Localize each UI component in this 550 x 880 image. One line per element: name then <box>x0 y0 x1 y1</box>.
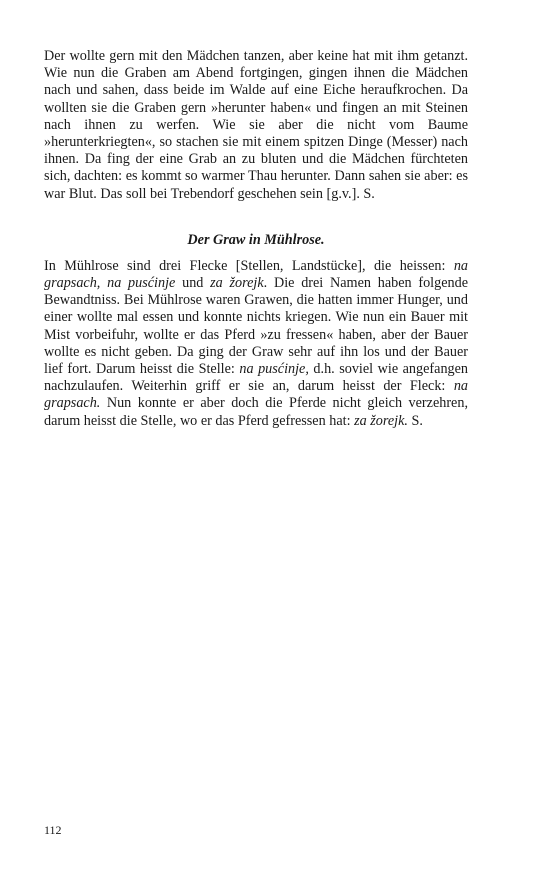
place-name: na grapsach, na pusćinje <box>44 257 468 292</box>
page-number: 112 <box>44 823 62 837</box>
text-run: . Die drei Namen haben folgende Bewandtniss. Bei Mühlrose waren Grawen, die hatten immer Hunger, und einer wollte mal essen und konnte nichts kriegen. Wie nun ein Bauer mit Mist vorbeifuhr, wollte er das Pferd »zu fressen« haben, aber der Bauer wollte es nicht geben. Da ging der Graw sehr auf ihn los und der Bauer lief fort. Darum heisst die Stelle: <box>44 275 468 378</box>
section-heading: Der Graw in Mühlrose. <box>187 231 325 248</box>
text-run: In Mühlrose sind drei Flecke [Stellen, Landstücke], die heissen: <box>44 257 454 274</box>
place-name: za žorejk <box>210 275 264 292</box>
text-run: und <box>175 275 211 292</box>
place-name: za žorejk. <box>354 412 408 429</box>
place-name: na grapsach. <box>44 378 468 412</box>
text-run: d.h. soviel wie angefangen nachzulaufen. Weiterhin griff er sie an, darum heisst der Fleck: <box>44 361 469 395</box>
page-content <box>44 48 468 430</box>
text-run: Nun konnte er aber doch die Pferde nicht gleich verzehren, darum heisst die Stelle, wo er das Pferd gefressen hat: <box>44 395 468 429</box>
text-run: S. <box>407 412 423 429</box>
paragraph-1: Der wollte gern mit den Mädchen tanzen, aber keine hat mit ihm getanzt. Wie nun die Graben am Abend fortgingen, gingen ihnen die Mädchen nach und sahen, dass beide im Walde auf eine Eiche heraufkrochen. Da wollten sie die Graben gern »herunter haben« und fingen an mit Steinen nach ihnen zu werfen. Wie sie aber die nicht vom Baume »herunterkriegten«, so stachen sie mit einem spitzen Dinge (Messer) nach ihnen. Da fing der eine Grab an zu bluten und die Mädchen fürchteten sich, dachten: es kommt so warmer Thau herunter. Dann sahen sie aber: es war Blut. Das soll bei Trebendorf geschehen sein [g.v.]. S. <box>44 48 468 202</box>
place-name: na pusćinje, <box>239 361 309 378</box>
paragraph-2 <box>44 258 468 430</box>
